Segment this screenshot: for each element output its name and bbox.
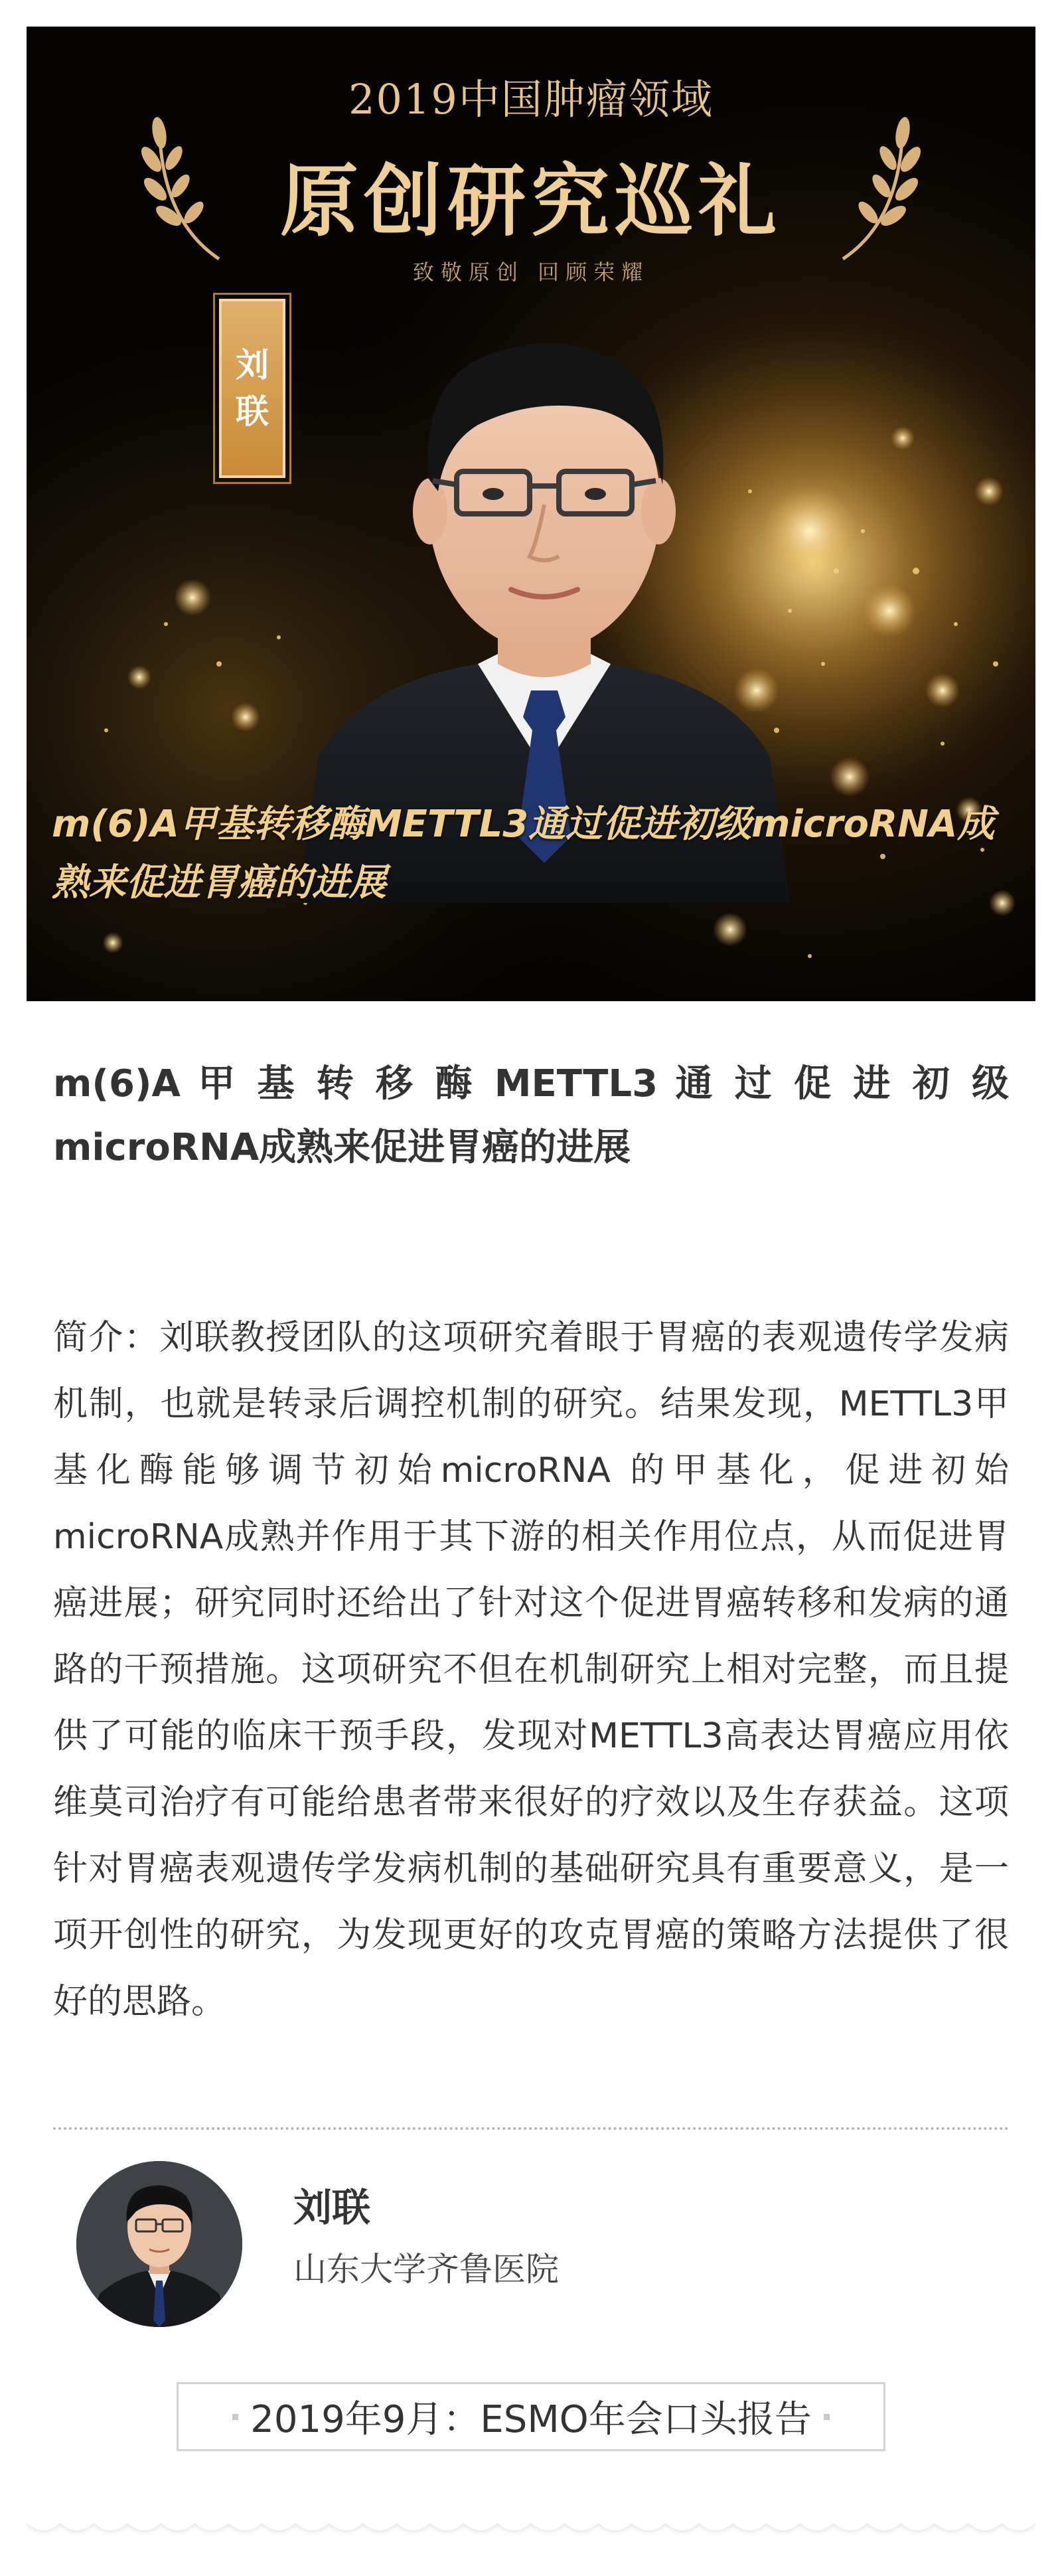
report-badge	[177, 2382, 885, 2451]
banner-caption: m(6)A甲基转移酶METTL3通过促进初级microRNA成熟来促进胃癌的进展	[52, 803, 995, 904]
hero-banner	[27, 27, 1035, 1001]
report-label: 2019年9月：ESMO年会口头报告	[250, 2398, 812, 2441]
name-tag-char-1: 刘	[236, 346, 269, 384]
author-organization: 山东大学齐鲁医院	[293, 2250, 559, 2289]
speaker-name-tag	[219, 299, 285, 478]
avatar-portrait-icon	[76, 2161, 242, 2327]
author-name: 刘联	[293, 2185, 371, 2230]
article-intro: 简介：刘联教授团队的这项研究着眼于胃癌的表观遗传学发病机制，也就是转录后调控机制的研究。结果发现，METTL3甲基化酶能够调节初始microRNA 的甲基化，促进初始microRNA成熟并作用于其下游的相关作用位点，从而促进胃癌进展；研究同时还给出了针对这个促进胃癌转移和发病的通路的干预措施。这项研究不但在机制研究上相对完整，而且提供了可能的临床干预手段，发现对METTL3高表达胃癌应用依维莫司治疗有可能给患者带来很好的疗效以及生存获益。这项针对胃癌表观遗传学发病机制的基础研究具有重要意义，是一项开创性的研究，为发现更好的攻克胃癌的策略方法提供了很好的思路。	[53, 1318, 1009, 2022]
banner-year-line: 2019中国肿瘤领域	[348, 75, 714, 123]
banner-subtitle: 致敬原创 回顾荣耀	[412, 260, 650, 285]
banner-main-title: 原创研究巡礼	[279, 155, 782, 247]
author-avatar	[76, 2161, 242, 2327]
scallop-border-icon	[27, 2503, 1035, 2549]
dot-right-icon	[824, 2414, 830, 2420]
article-title: m(6)A 甲 基 转 移 酶 METTL3 通 过 促 进 初 级 microRNA成熟来促进胃癌的进展	[53, 1062, 1009, 1169]
section-divider	[53, 2127, 1009, 2130]
name-tag-char-2: 联	[236, 392, 269, 431]
dot-left-icon	[232, 2414, 238, 2420]
